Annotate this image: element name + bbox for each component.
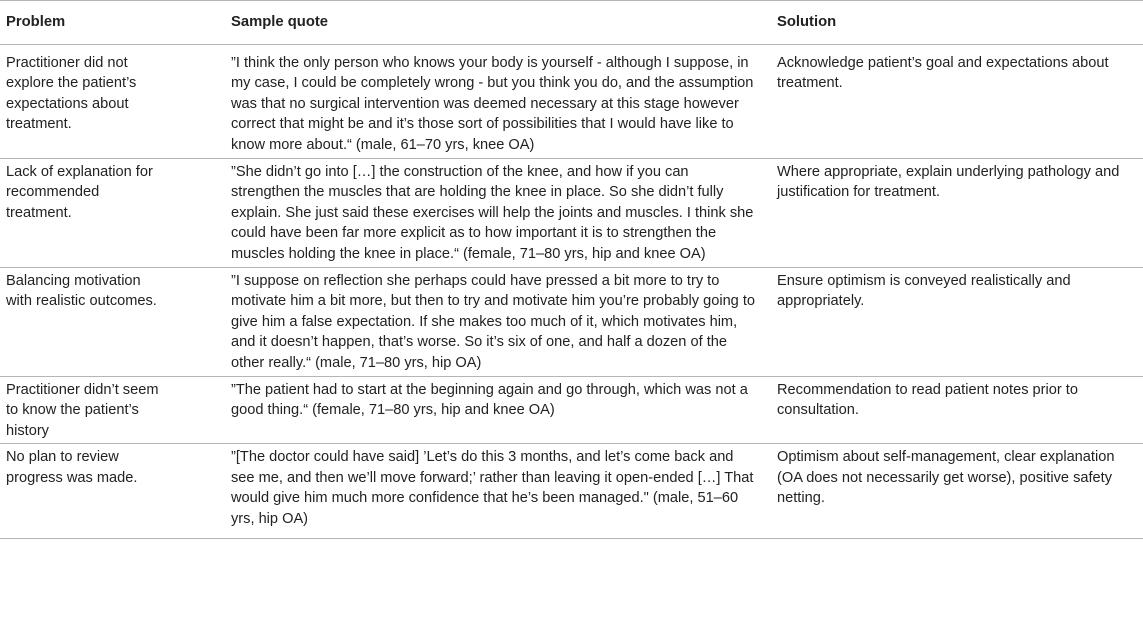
header-row bbox=[0, 1, 1143, 45]
cell-problem: Practitioner did not explore the patient’s expectations about treatment. bbox=[0, 44, 225, 158]
cell-quote: ”I think the only person who knows your body is yourself - although I suppose, in my case, I could be completely wrong - but you think you do, and the assumption was that no surgical intervention was deemed necessary at this stage however correct that might be and it’s those sort of possibilities that I would have like to know more about.“ (male, 61–70 yrs, knee OA) bbox=[225, 44, 771, 158]
cell-problem: Lack of explanation for recommended treatment. bbox=[0, 158, 225, 267]
cell-problem: No plan to review progress was made. bbox=[0, 444, 225, 538]
table-row bbox=[0, 267, 1143, 376]
table-header bbox=[0, 1, 1143, 45]
cell-quote: ”The patient had to start at the beginning again and go through, which was not a good thing.“ (female, 71–80 yrs, hip and knee OA) bbox=[225, 376, 771, 444]
table-row bbox=[0, 44, 1143, 158]
header-problem: Problem bbox=[0, 1, 225, 45]
table-body bbox=[0, 44, 1143, 538]
table-row bbox=[0, 376, 1143, 444]
cell-solution: Recommendation to read patient notes prior to consultation. bbox=[771, 376, 1143, 444]
cell-quote: ”[The doctor could have said] ’Let’s do this 3 months, and let’s come back and see me, and then we’ll move forward;’ rather than leaving it open-ended […] That would give him much more confidence that he’s been managed." (male, 51–60 yrs, hip OA) bbox=[225, 444, 771, 538]
cell-solution: Optimism about self-management, clear explanation (OA does not necessarily get worse), positive safety netting. bbox=[771, 444, 1143, 538]
cell-problem: Practitioner didn’t seem to know the patient’s history bbox=[0, 376, 225, 444]
header-sample-quote: Sample quote bbox=[225, 1, 771, 45]
header-solution: Solution bbox=[771, 1, 1143, 45]
cell-quote: ”She didn’t go into […] the construction of the knee, and how if you can strengthen the muscles that are holding the knee in place. So she didn’t fully explain. She just said these exercises will help the joints and muscles. I think she could have been far more explicit as to how important it is to strengthen the muscles holding the knee in place.“ (female, 71–80 yrs, hip and knee OA) bbox=[225, 158, 771, 267]
table-row bbox=[0, 444, 1143, 538]
table-row bbox=[0, 158, 1143, 267]
cell-quote: ”I suppose on reflection she perhaps could have pressed a bit more to try to motivate him a bit more, but then to try and motivate him you’re probably going to give him a false expectation. If she makes too much of it, which motivates him, and it doesn’t happen, that’s worse. So it’s six of one, and half a dozen of the other really.“ (male, 71–80 yrs, hip OA) bbox=[225, 267, 771, 376]
cell-problem: Balancing motivation with realistic outcomes. bbox=[0, 267, 225, 376]
cell-solution: Where appropriate, explain underlying pathology and justification for treatment. bbox=[771, 158, 1143, 267]
cell-solution: Acknowledge patient’s goal and expectations about treatment. bbox=[771, 44, 1143, 158]
cell-solution: Ensure optimism is conveyed realistically and appropriately. bbox=[771, 267, 1143, 376]
